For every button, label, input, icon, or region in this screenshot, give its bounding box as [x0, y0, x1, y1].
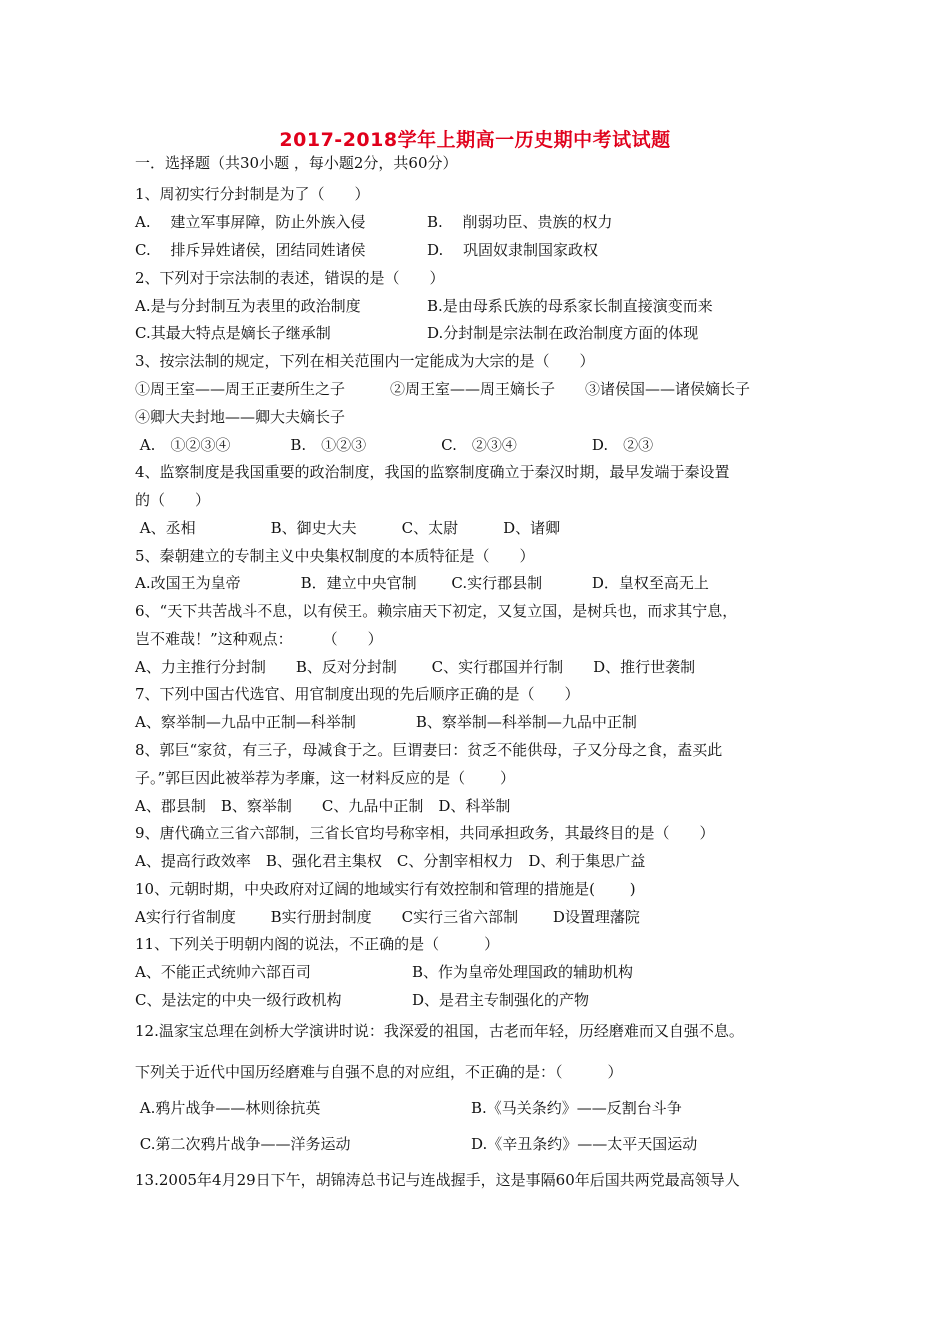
q11-option-b: B、作为皇帝处理国政的辅助机构	[412, 963, 634, 981]
question-2: 2、下列对于宗法制的表述，错误的是（ ）	[135, 269, 445, 287]
question-11: 11、下列关于明朝内阁的说法，不正确的是（ ）	[135, 935, 500, 953]
q12-option-d: D.《辛丑条约》——太平天国运动	[471, 1135, 698, 1153]
q3-items-line-2: ④卿大夫封地——卿大夫嫡长子	[135, 408, 346, 426]
question-8-cont: 子。”郭巨因此被举荐为孝廉，这一材料反应的是（ ）	[135, 769, 515, 787]
question-3: 3、按宗法制的规定，下列在相关范围内一定能成为大宗的是（ ）	[135, 352, 595, 370]
q2-option-d: D.分封制是宗法制在政治制度方面的体现	[427, 324, 699, 342]
question-6: 6、“天下共苦战斗不息，以有侯王。赖宗庙天下初定，又复立国，是树兵也，而求其宁息，	[135, 602, 738, 620]
q9-options: A、提高行政效率 B、强化君主集权 C、分割宰相权力 D、利于集思广益	[135, 852, 646, 870]
q1-option-b: B. 削弱功臣、贵族的权力	[427, 213, 613, 231]
q10-options: A实行行省制度 B实行册封制度 C实行三省六部制 D设置理藩院	[135, 908, 640, 926]
q12-option-a: A.鸦片战争——林则徐抗英	[135, 1099, 321, 1117]
q3-items-line-1: ①周王室——周王正妻所生之子 ②周王室——周王嫡长子 ③诸侯国——诸侯嫡长子	[135, 380, 751, 398]
q5-options: A.改国王为皇帝 B．建立中央官制 C.实行郡县制 D．皇权至高无上	[135, 574, 709, 592]
question-5: 5、秦朝建立的专制主义中央集权制度的本质特征是（ ）	[135, 547, 535, 565]
q11-option-c: C、是法定的中央一级行政机构	[135, 991, 342, 1009]
q8-options: A、郡县制 B、察举制 C、九品中正制 D、科举制	[135, 797, 511, 815]
question-8: 8、郭巨“家贫，有三子，母减食于之。巨谓妻曰：贫乏不能供母，子又分母之食，盍买此	[135, 741, 723, 759]
q7-options: A、察举制—九品中正制—科举制 B、察举制—科举制—九品中正制	[135, 713, 637, 731]
exam-title: 2017-2018学年上期高一历史期中考试试题	[279, 129, 671, 151]
question-9: 9、唐代确立三省六部制，三省长官均号称宰相，共同承担政务，其最终目的是（ ）	[135, 824, 715, 842]
question-6-cont: 岂不难哉！”这种观点： （ ）	[135, 630, 383, 648]
q11-option-a: A、不能正式统帅六部百司	[135, 963, 311, 981]
section-heading: 一．选择题（共30小题 ，每小题2分，共60分）	[135, 154, 458, 172]
q2-option-a: A.是与分封制互为表里的政治制度	[135, 297, 361, 315]
q12-option-b: B.《马关条约》——反割台斗争	[471, 1099, 682, 1117]
q2-option-b: B.是由母系氏族的母系家长制直接演变而来	[427, 297, 713, 315]
q1-option-a: A. 建立军事屏障，防止外族入侵	[135, 213, 366, 231]
question-12-cont: 下列关于近代中国历经磨难与自强不息的对应组，不正确的是：（ ）	[135, 1063, 623, 1081]
q11-option-d: D、是君主专制强化的产物	[412, 991, 590, 1009]
question-7: 7、下列中国古代选官、用官制度出现的先后顺序正确的是（ ）	[135, 685, 580, 703]
q6-options: A、力主推行分封制 B、反对分封制 C、实行郡国并行制 D、推行世袭制	[135, 658, 696, 676]
q12-option-c: C.第二次鸦片战争——洋务运动	[135, 1135, 351, 1153]
question-4-cont: 的（ ）	[135, 491, 211, 509]
q1-option-c: C. 排斥异姓诸侯，团结同姓诸侯	[135, 241, 366, 259]
question-10: 10、元朝时期，中央政府对辽阔的地域实行有效控制和管理的措施是( )	[135, 880, 636, 898]
q4-options: A、丞相 B、御史大夫 C、太尉 D、诸卿	[135, 519, 561, 537]
q3-options: A. ①②③④ B. ①②③ C. ②③④ D. ②③	[135, 436, 654, 454]
question-4: 4、监察制度是我国重要的政治制度，我国的监察制度确立于秦汉时期，最早发端于秦设置	[135, 463, 730, 481]
q2-option-c: C.其最大特点是嫡长子继承制	[135, 324, 331, 342]
question-12: 12.温家宝总理在剑桥大学演讲时说：我深爱的祖国，古老而年轻，历经磨难而又自强不息。	[135, 1022, 744, 1040]
question-13: 13.2005年4月29日下午，胡锦涛总书记与连战握手，这是事隔60年后国共两党最高领导人	[135, 1171, 740, 1189]
q1-option-d: D. 巩固奴隶制国家政权	[427, 241, 599, 259]
question-1: 1、周初实行分封制是为了（ ）	[135, 185, 370, 203]
